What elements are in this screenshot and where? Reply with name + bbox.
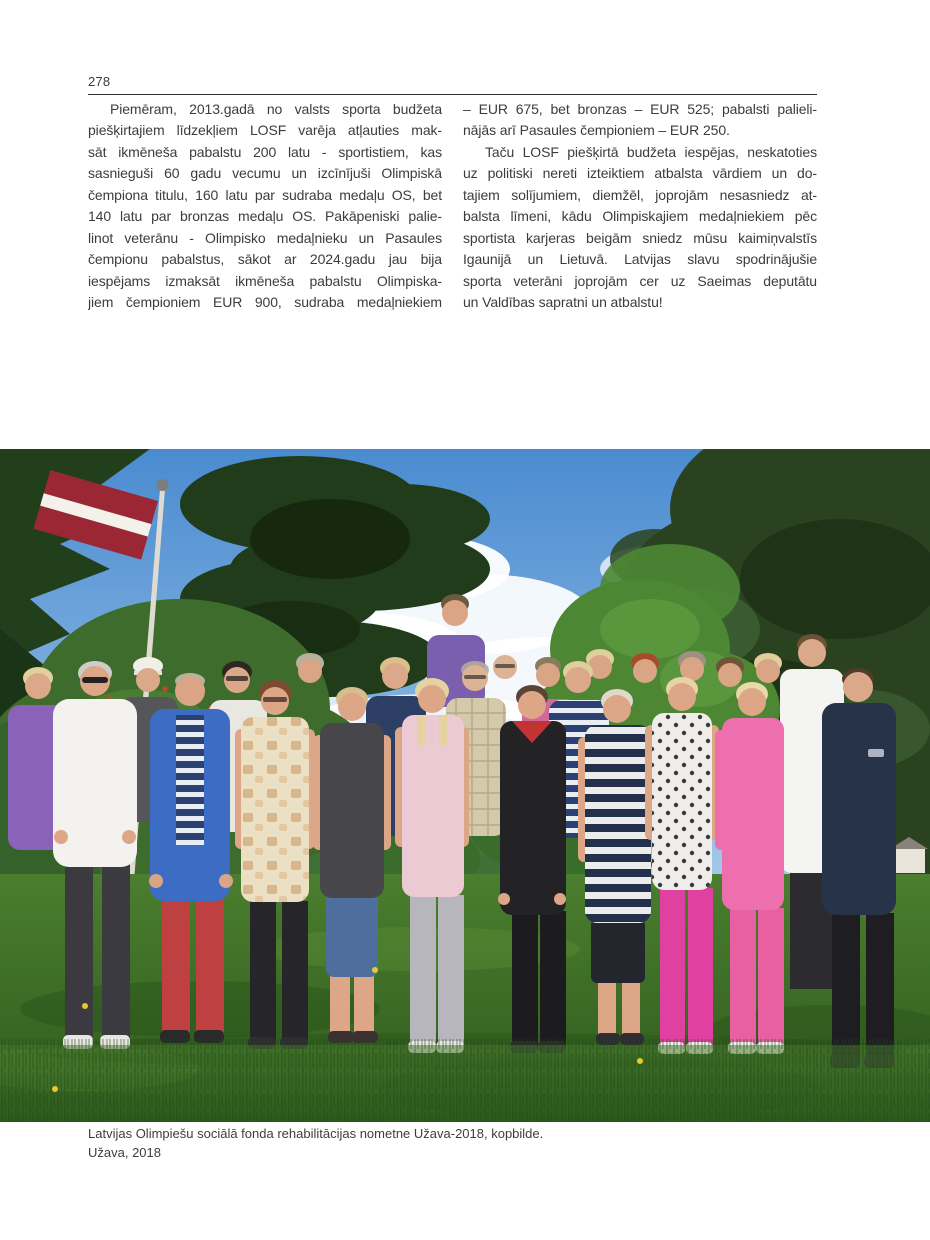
text-line: jiem čempioniem EUR 900, sudraba medaļniekiem (88, 294, 442, 311)
text-line: Taču LOSF piešķirtā budžeta iespējas, neskatoties (485, 143, 817, 160)
header-rule (88, 94, 817, 95)
text-line: linot veterānu - Olimpisko medaļnieku un Pasaules (88, 229, 442, 246)
text-line: čempiona titulu, 160 latu par sudraba medaļu OS, bet (88, 186, 442, 203)
right-column (463, 99, 817, 314)
text-line: un Valdības sapratni un atbalstu! (463, 294, 663, 311)
text-line: sasnieguši 60 gadu vecumu un izcīnījuši Olimpiskā (88, 165, 442, 182)
caption-line: Latvijas Olimpiešu sociālā fonda rehabilitācijas nometne Užava-2018, kopbilde. (88, 1126, 544, 1141)
text-line: tajiem solījumiem, diemžēl, joprojām nesasniedz at- (463, 186, 817, 203)
text-line: nājās arī Pasaules čempioniem – EUR 250. (463, 122, 730, 139)
text-line: Igaunijā un Lietuvā. Latvijas slavu spodrinājušie (463, 251, 817, 268)
group-photo (0, 449, 930, 1122)
left-column (88, 99, 442, 314)
text-line: 140 latu par bronzas medaļu OS. Pakāpeniski palie- (88, 208, 442, 225)
text-line: čempionu pabalstus, sākot ar 2024.gadu jau bija (88, 251, 442, 268)
text-line: piešķirtajiem līdzekļiem LOSF varēja atļauties mak- (88, 122, 442, 139)
text-line: sporta veterāni joprojām cer uz Saeimas deputātu (463, 272, 817, 289)
person-figure (822, 668, 896, 1068)
photo-caption (88, 1125, 817, 1162)
text-line: Piemēram, 2013.gadā no valsts sporta budžeta (110, 101, 442, 117)
text-line: uz politiski nereti izteiktiem atbalsta vārdiem un do- (463, 165, 817, 182)
article-body (88, 99, 817, 314)
text-line: iespējams izmaksāt ikmēneša pabalstu Olimpiska- (88, 272, 442, 289)
text-line: sāt ikmēneša pabalstu 200 latu - sportistiem, kas (88, 143, 442, 160)
text-line: balsta līmeni, kādu Olimpiskajiem medaļniekiem pēc (463, 208, 817, 225)
person-figure (493, 655, 517, 679)
caption-line: Užava, 2018 (88, 1144, 161, 1160)
page-number: 278 (88, 74, 111, 89)
text-line: sportista karjeras beigām sniedz mūsu kaimiņvalstīs (463, 229, 817, 246)
text-line: – EUR 675, bet bronzas – EUR 525; pabalsti palieli- (463, 101, 817, 117)
